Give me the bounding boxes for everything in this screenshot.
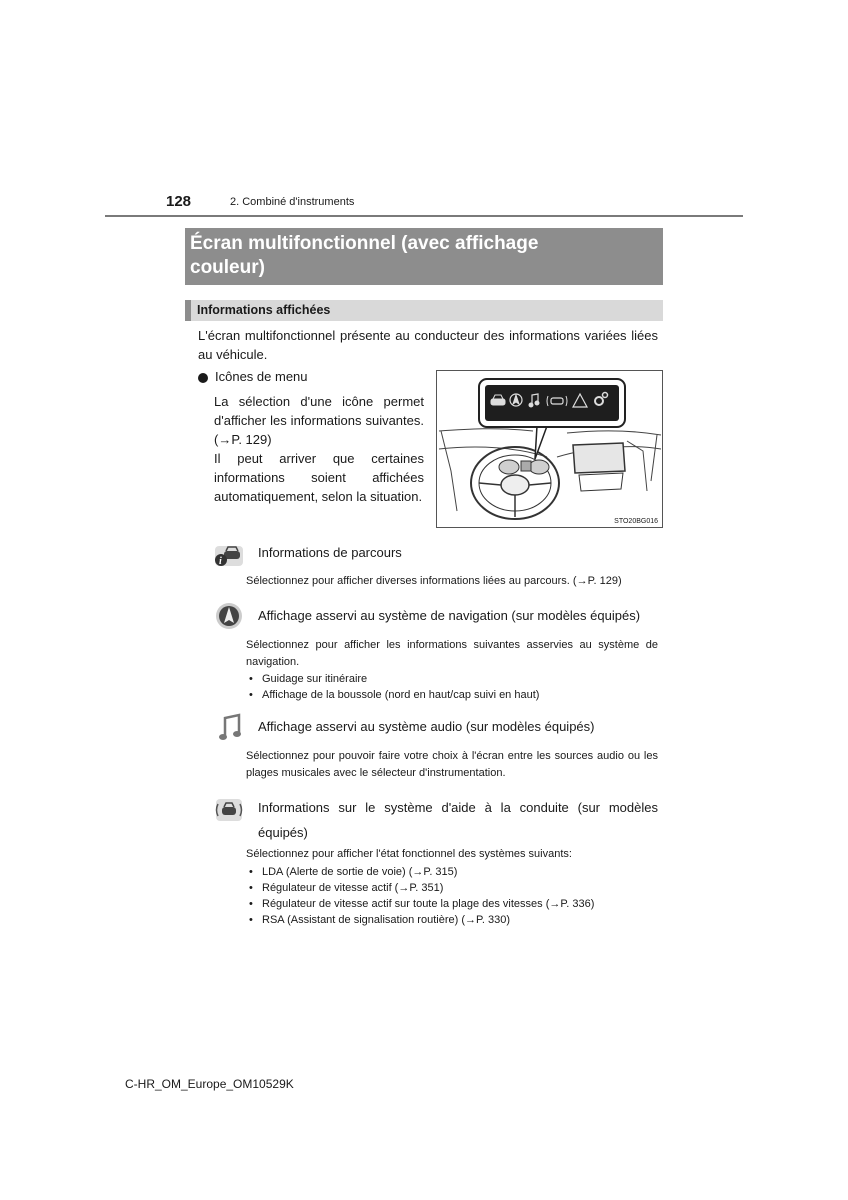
menu-icons-description [214,392,424,506]
header-divider [105,215,743,217]
list-item: • LDA (Alerte de sortie de voie) (→P. 315) [249,864,594,880]
driving-support-title: Informations sur le système d'aide à la conduite (sur modèles équipés) [258,800,658,840]
navigation-desc: Sélectionnez pour afficher les informations suivantes asservies au système de navigation. [246,639,658,668]
list-item: • Régulateur de vitesse actif (→P. 351) [249,880,594,896]
list-item: • Affichage de la boussole (nord en haut/cap suivi en haut) [249,687,539,703]
audio-desc: Sélectionnez pour pouvoir faire votre choix à l'écran entre les sources audio ou les plages musicales avec le sélecteur d'instrumentation. [246,750,658,779]
chapter-title: 2. Combiné d'instruments [230,196,355,208]
navigation-list [249,671,539,703]
figure-code: STO20BG016 [614,518,658,525]
list-item: • RSA (Assistant de signalisation routière) (→P. 330) [249,912,594,928]
list-item: • Régulateur de vitesse actif sur toute la plage des vitesses (→P. 336) [249,896,594,912]
section-title [185,228,663,285]
audio-title: Affichage asservi au système audio (sur modèles équipés) [258,719,595,734]
navigation-title: Affichage asservi au système de navigation (sur modèles équipés) [258,608,641,623]
subsection-title: Informations affichées [185,300,663,321]
trip-info-icon [214,540,244,570]
menu-icons-heading: Icônes de menu [215,369,308,384]
bullet-dot [198,373,208,383]
dashboard-drawing [437,371,662,527]
navigation-icon [214,601,244,631]
section-title-line-1: Écran multifonctionnel (avec affichage [190,233,539,254]
menu-icons-desc-1: La sélection d'une icône permet d'afficher les informations suivantes. (→P. 129) [214,394,424,447]
audio-icon [215,713,245,743]
menu-icons-desc-2: Il peut arriver que certaines informations soient affichées automatiquement, selon la situation. [214,451,424,504]
page-number: 128 [166,193,192,210]
driving-support-icon [213,795,243,825]
section-title-line-2: couleur) [190,257,265,278]
trip-info-desc: Sélectionnez pour afficher diverses informations liées au parcours. (→P. 129) [246,575,622,587]
document-code: C-HR_OM_Europe_OM10529K [125,1077,294,1091]
driving-support-desc: Sélectionnez pour afficher l'état fonctionnel des systèmes suivants: [246,848,572,860]
svg-text:i: i [219,556,222,567]
driving-support-list [249,864,594,928]
list-item: • Guidage sur itinéraire [249,671,539,687]
trip-info-title: Informations de parcours [258,545,402,560]
dashboard-illustration [436,370,663,528]
intro-paragraph: L'écran multifonctionnel présente au conducteur des informations variées liées au véhicule. [198,328,658,362]
